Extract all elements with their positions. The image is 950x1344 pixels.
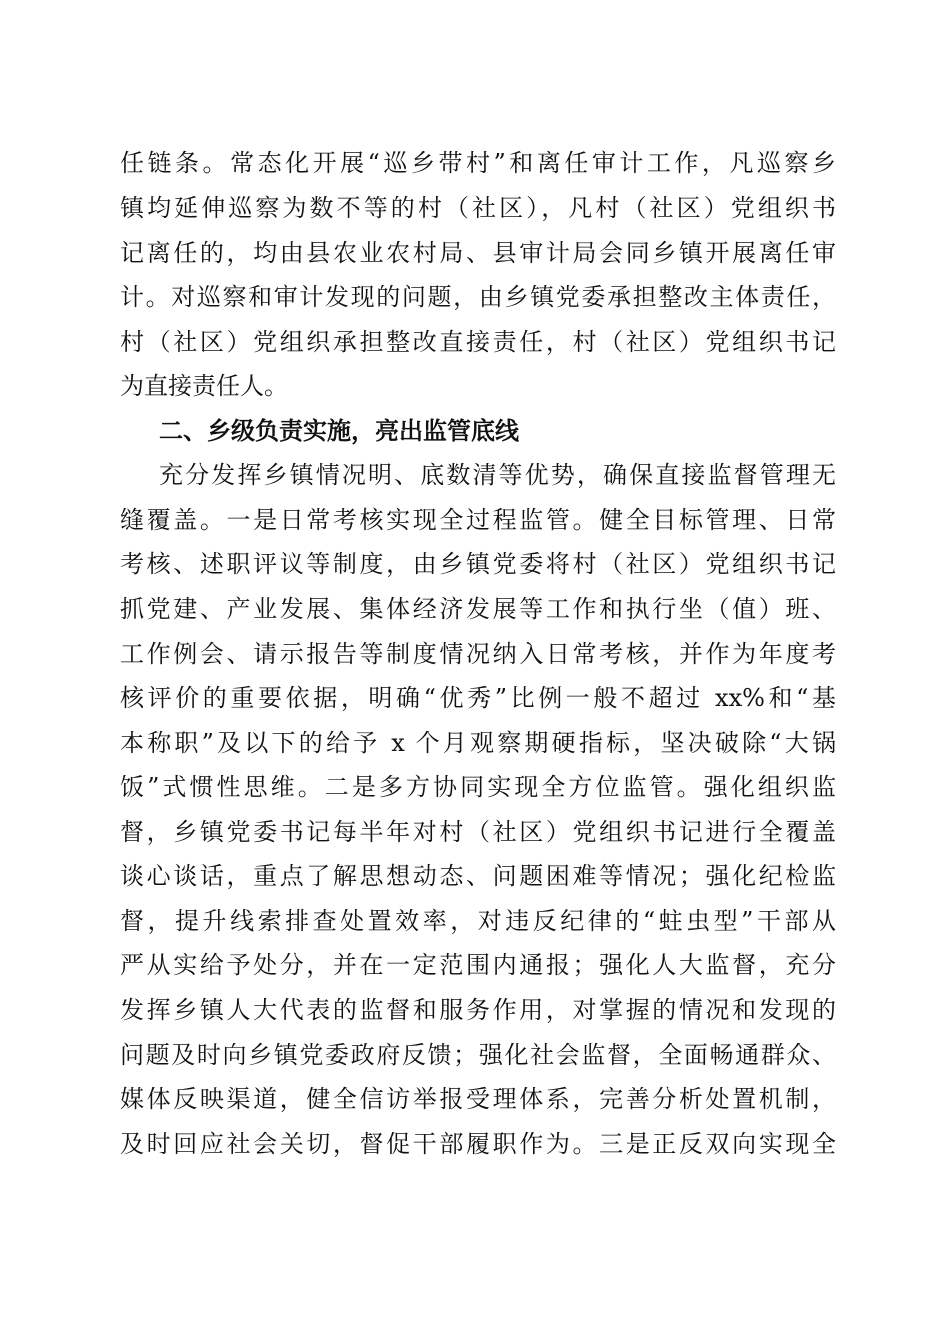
paragraph-line-15: 督，乡镇党委书记每半年对村（社区）党组织书记进行全覆盖 [120,818,836,846]
paragraph-line-8: 缝覆盖。一是日常考核实现全过程监管。健全目标管理、日常 [120,506,836,534]
paragraph-line-13: 本称职”及以下的给予 x 个月观察期硬指标，坚决破除“大锅 [120,729,836,757]
paragraph-line-3: 记离任的，均由县农业农村局、县审计局会同乡镇开展离任审 [120,239,836,267]
paragraph-line-11: 工作例会、请示报告等制度情况纳入日常考核，并作为年度考 [120,640,836,668]
section-heading: 二、乡级负责实施，亮出监管底线 [159,417,519,445]
paragraph-line-14: 饭”式惯性思维。二是多方协同实现全方位监管。强化组织监 [120,773,836,801]
paragraph-line-2: 镇均延伸巡察为数不等的村（社区），凡村（社区）党组织书 [120,194,836,222]
paragraph-line-1: 任链条。常态化开展“巡乡带村”和离任审计工作，凡巡察乡 [120,149,836,177]
paragraph-line-19: 发挥乡镇人大代表的监督和服务作用，对掌握的情况和发现的 [120,996,836,1024]
paragraph-line-17: 督，提升线索排查处置效率，对违反纪律的“蛀虫型”干部从 [120,907,836,935]
paragraph-line-4: 计。对巡察和审计发现的问题，由乡镇党委承担整改主体责任， [120,283,836,311]
paragraph-line-5: 村（社区）党组织承担整改直接责任，村（社区）党组织书记 [120,328,836,356]
paragraph-line-12: 核评价的重要依据，明确“优秀”比例一般不超过 xx%和“基 [120,684,836,712]
paragraph-line-16: 谈心谈话，重点了解思想动态、问题困难等情况；强化纪检监 [120,862,836,890]
paragraph-line-22: 及时回应社会关切，督促干部履职作为。三是正反双向实现全 [120,1130,836,1158]
paragraph-line-7: 充分发挥乡镇情况明、底数清等优势，确保直接监督管理无 [159,461,836,489]
paragraph-line-20: 问题及时向乡镇党委政府反馈；强化社会监督，全面畅通群众、 [120,1041,836,1069]
paragraph-line-9: 考核、述职评议等制度，由乡镇党委将村（社区）党组织书记 [120,550,836,578]
paragraph-line-21: 媒体反映渠道，健全信访举报受理体系，完善分析处置机制， [120,1085,836,1113]
paragraph-line-6: 为直接责任人。 [120,372,288,400]
paragraph-line-10: 抓党建、产业发展、集体经济发展等工作和执行坐（值）班、 [120,595,836,623]
paragraph-line-18: 严从实给予处分，并在一定范围内通报；强化人大监督，充分 [120,951,836,979]
